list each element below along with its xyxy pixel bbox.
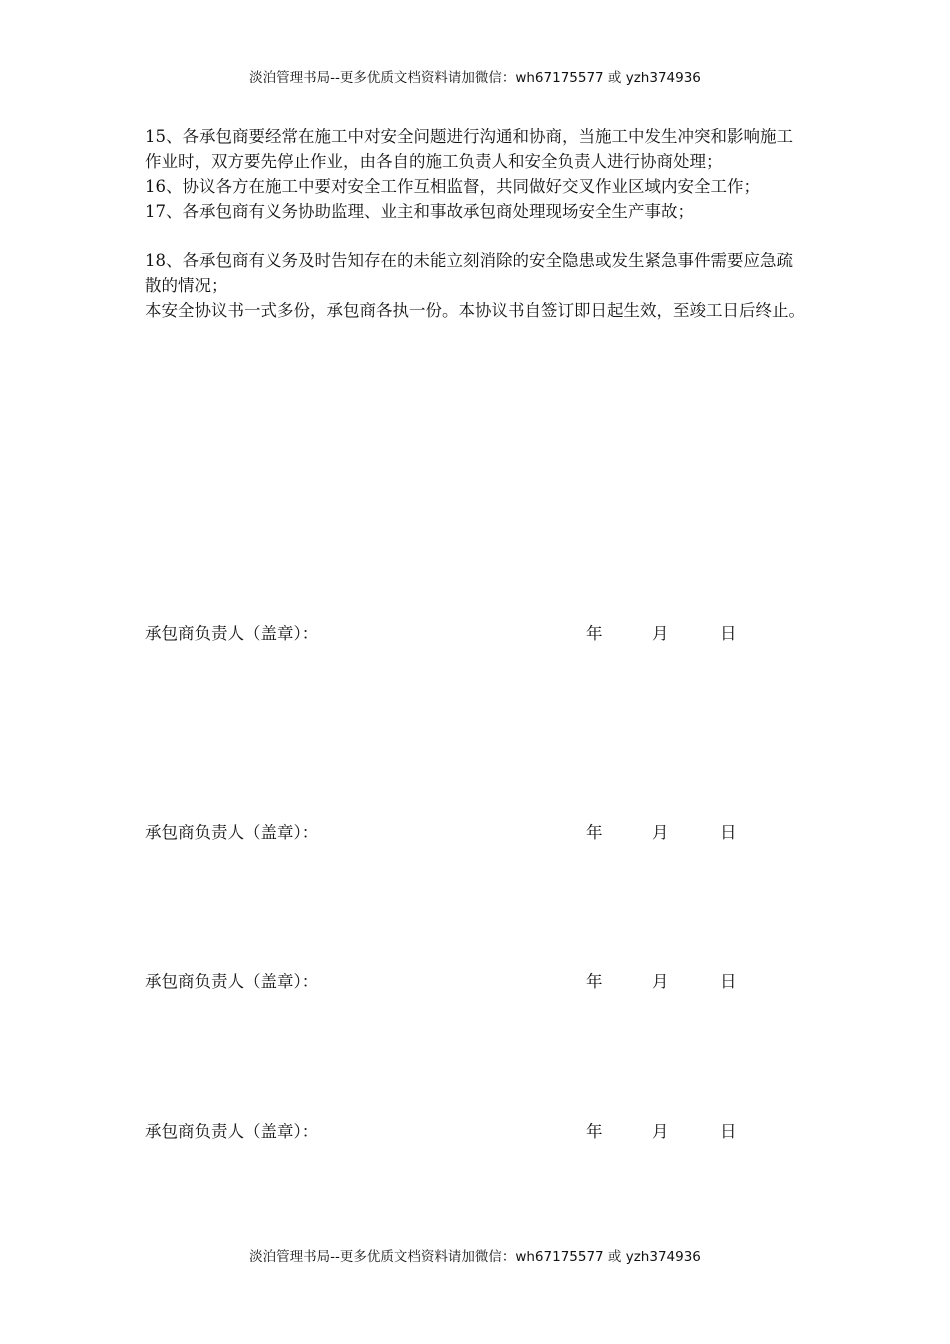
signature-label: 承包商负责人（盖章）：	[145, 823, 319, 842]
date-day: 日	[720, 972, 737, 991]
agreement-body	[145, 124, 805, 323]
signature-row-4	[145, 1119, 805, 1145]
signature-row-1	[145, 621, 805, 647]
signature-row-3	[145, 969, 805, 995]
signature-label: 承包商负责人（盖章）：	[145, 972, 319, 991]
date-month: 月	[652, 1122, 669, 1141]
page-footer: 淡泊管理书局--更多优质文档资料请加微信：wh67175577 或 yzh374936	[249, 1249, 701, 1265]
signature-label: 承包商负责人（盖章）：	[145, 624, 319, 643]
clause-17: 17、各承包商有义务协助监理、业主和事故承包商处理现场安全生产事故；	[145, 202, 694, 221]
clause-18: 18、各承包商有义务及时告知存在的未能立刻消除的安全隐患或发生紧急事件需要应急疏散的情况；	[145, 251, 793, 295]
date-year: 年	[586, 823, 603, 842]
closing-statement: 本安全协议书一式多份，承包商各执一份。本协议书自签订即日起生效，至竣工日后终止。	[145, 301, 805, 320]
signature-row-2	[145, 820, 805, 846]
signature-label: 承包商负责人（盖章）：	[145, 1122, 319, 1141]
date-month: 月	[652, 972, 669, 991]
date-year: 年	[586, 1122, 603, 1141]
date-year: 年	[586, 624, 603, 643]
date-month: 月	[652, 624, 669, 643]
clause-16: 16、协议各方在施工中要对安全工作互相监督，共同做好交叉作业区域内安全工作；	[145, 177, 760, 196]
date-day: 日	[720, 624, 737, 643]
page-header: 淡泊管理书局--更多优质文档资料请加微信：wh67175577 或 yzh374936	[249, 70, 701, 86]
clause-15: 15、各承包商要经常在施工中对安全问题进行沟通和协商，当施工中发生冲突和影响施工作业时，双方要先停止作业，由各自的施工负责人和安全负责人进行协商处理；	[145, 127, 793, 171]
date-day: 日	[720, 823, 737, 842]
date-month: 月	[652, 823, 669, 842]
date-year: 年	[586, 972, 603, 991]
date-day: 日	[720, 1122, 737, 1141]
